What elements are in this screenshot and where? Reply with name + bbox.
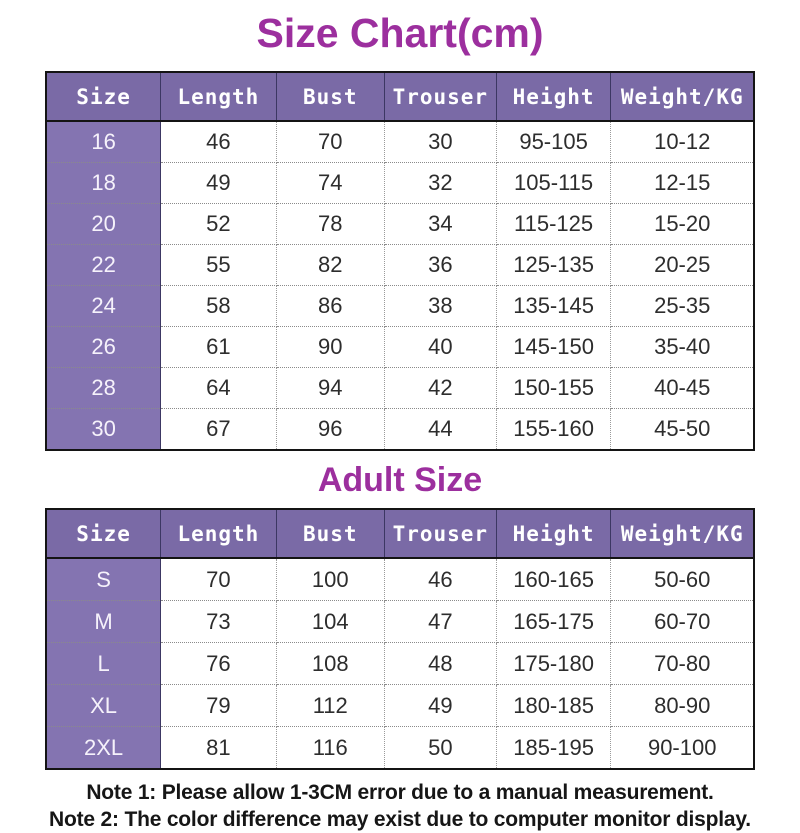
table-row bbox=[46, 685, 754, 727]
data-cell: 49 bbox=[384, 685, 496, 727]
column-header: Length bbox=[161, 72, 276, 121]
size-cell: 30 bbox=[46, 409, 161, 451]
data-cell: 61 bbox=[161, 327, 276, 368]
data-cell: 125-135 bbox=[496, 245, 611, 286]
column-header: Height bbox=[496, 72, 611, 121]
page-title: Size Chart(cm) bbox=[256, 10, 544, 56]
size-cell: L bbox=[46, 643, 161, 685]
column-header: Height bbox=[496, 509, 611, 558]
data-cell: 73 bbox=[161, 601, 276, 643]
data-cell: 160-165 bbox=[496, 558, 611, 601]
data-cell: 81 bbox=[161, 727, 276, 770]
data-cell: 50-60 bbox=[611, 558, 754, 601]
kids-table-body bbox=[46, 121, 754, 450]
data-cell: 185-195 bbox=[496, 727, 611, 770]
data-cell: 108 bbox=[276, 643, 384, 685]
data-cell: 112 bbox=[276, 685, 384, 727]
size-cell: 24 bbox=[46, 286, 161, 327]
data-cell: 165-175 bbox=[496, 601, 611, 643]
note-1: Note 1: Please allow 1-3CM error due to a manual measurement. bbox=[86, 781, 714, 804]
data-cell: 55 bbox=[161, 245, 276, 286]
data-cell: 40-45 bbox=[611, 368, 754, 409]
data-cell: 46 bbox=[161, 121, 276, 163]
data-cell: 105-115 bbox=[496, 163, 611, 204]
data-cell: 86 bbox=[276, 286, 384, 327]
data-cell: 42 bbox=[384, 368, 496, 409]
column-header: Weight/KG bbox=[611, 72, 754, 121]
column-header: Size bbox=[46, 509, 161, 558]
data-cell: 82 bbox=[276, 245, 384, 286]
data-cell: 155-160 bbox=[496, 409, 611, 451]
data-cell: 60-70 bbox=[611, 601, 754, 643]
table-row bbox=[46, 245, 754, 286]
note-2: Note 2: The color difference may exist due to computer monitor display. bbox=[49, 808, 751, 831]
size-cell: S bbox=[46, 558, 161, 601]
column-header: Bust bbox=[276, 72, 384, 121]
column-header: Length bbox=[161, 509, 276, 558]
size-cell: XL bbox=[46, 685, 161, 727]
data-cell: 36 bbox=[384, 245, 496, 286]
table-row bbox=[46, 327, 754, 368]
data-cell: 32 bbox=[384, 163, 496, 204]
table-row bbox=[46, 558, 754, 601]
data-cell: 175-180 bbox=[496, 643, 611, 685]
data-cell: 15-20 bbox=[611, 204, 754, 245]
size-cell: 20 bbox=[46, 204, 161, 245]
data-cell: 38 bbox=[384, 286, 496, 327]
size-cell: M bbox=[46, 601, 161, 643]
data-cell: 20-25 bbox=[611, 245, 754, 286]
notes-block bbox=[0, 779, 800, 833]
data-cell: 48 bbox=[384, 643, 496, 685]
table-row bbox=[46, 204, 754, 245]
column-header: Bust bbox=[276, 509, 384, 558]
column-header: Weight/KG bbox=[611, 509, 754, 558]
data-cell: 50 bbox=[384, 727, 496, 770]
data-cell: 25-35 bbox=[611, 286, 754, 327]
data-cell: 76 bbox=[161, 643, 276, 685]
table-row bbox=[46, 368, 754, 409]
column-header: Size bbox=[46, 72, 161, 121]
data-cell: 70-80 bbox=[611, 643, 754, 685]
size-cell: 18 bbox=[46, 163, 161, 204]
size-cell: 28 bbox=[46, 368, 161, 409]
data-cell: 96 bbox=[276, 409, 384, 451]
data-cell: 45-50 bbox=[611, 409, 754, 451]
data-cell: 44 bbox=[384, 409, 496, 451]
kids-size-table bbox=[45, 71, 755, 451]
size-cell: 16 bbox=[46, 121, 161, 163]
column-header: Trouser bbox=[384, 72, 496, 121]
size-cell: 22 bbox=[46, 245, 161, 286]
size-cell: 26 bbox=[46, 327, 161, 368]
data-cell: 90 bbox=[276, 327, 384, 368]
data-cell: 52 bbox=[161, 204, 276, 245]
data-cell: 40 bbox=[384, 327, 496, 368]
data-cell: 34 bbox=[384, 204, 496, 245]
data-cell: 79 bbox=[161, 685, 276, 727]
data-cell: 135-145 bbox=[496, 286, 611, 327]
adult-table-body bbox=[46, 558, 754, 769]
data-cell: 180-185 bbox=[496, 685, 611, 727]
data-cell: 35-40 bbox=[611, 327, 754, 368]
data-cell: 49 bbox=[161, 163, 276, 204]
data-cell: 78 bbox=[276, 204, 384, 245]
data-cell: 90-100 bbox=[611, 727, 754, 770]
data-cell: 94 bbox=[276, 368, 384, 409]
data-cell: 10-12 bbox=[611, 121, 754, 163]
data-cell: 100 bbox=[276, 558, 384, 601]
data-cell: 58 bbox=[161, 286, 276, 327]
table-row bbox=[46, 121, 754, 163]
adult-size-title: Adult Size bbox=[317, 461, 483, 499]
table-row bbox=[46, 601, 754, 643]
data-cell: 116 bbox=[276, 727, 384, 770]
table-row bbox=[46, 409, 754, 451]
data-cell: 150-155 bbox=[496, 368, 611, 409]
size-cell: 2XL bbox=[46, 727, 161, 770]
column-header: Trouser bbox=[384, 509, 496, 558]
table-row bbox=[46, 727, 754, 770]
table-row bbox=[46, 643, 754, 685]
data-cell: 115-125 bbox=[496, 204, 611, 245]
data-cell: 145-150 bbox=[496, 327, 611, 368]
data-cell: 67 bbox=[161, 409, 276, 451]
data-cell: 104 bbox=[276, 601, 384, 643]
data-cell: 64 bbox=[161, 368, 276, 409]
data-cell: 74 bbox=[276, 163, 384, 204]
kids-header-row bbox=[46, 72, 754, 121]
data-cell: 70 bbox=[161, 558, 276, 601]
data-cell: 95-105 bbox=[496, 121, 611, 163]
data-cell: 80-90 bbox=[611, 685, 754, 727]
adult-size-table bbox=[45, 508, 755, 770]
data-cell: 47 bbox=[384, 601, 496, 643]
table-row bbox=[46, 286, 754, 327]
data-cell: 70 bbox=[276, 121, 384, 163]
table-row bbox=[46, 163, 754, 204]
data-cell: 12-15 bbox=[611, 163, 754, 204]
data-cell: 30 bbox=[384, 121, 496, 163]
adult-header-row bbox=[46, 509, 754, 558]
data-cell: 46 bbox=[384, 558, 496, 601]
